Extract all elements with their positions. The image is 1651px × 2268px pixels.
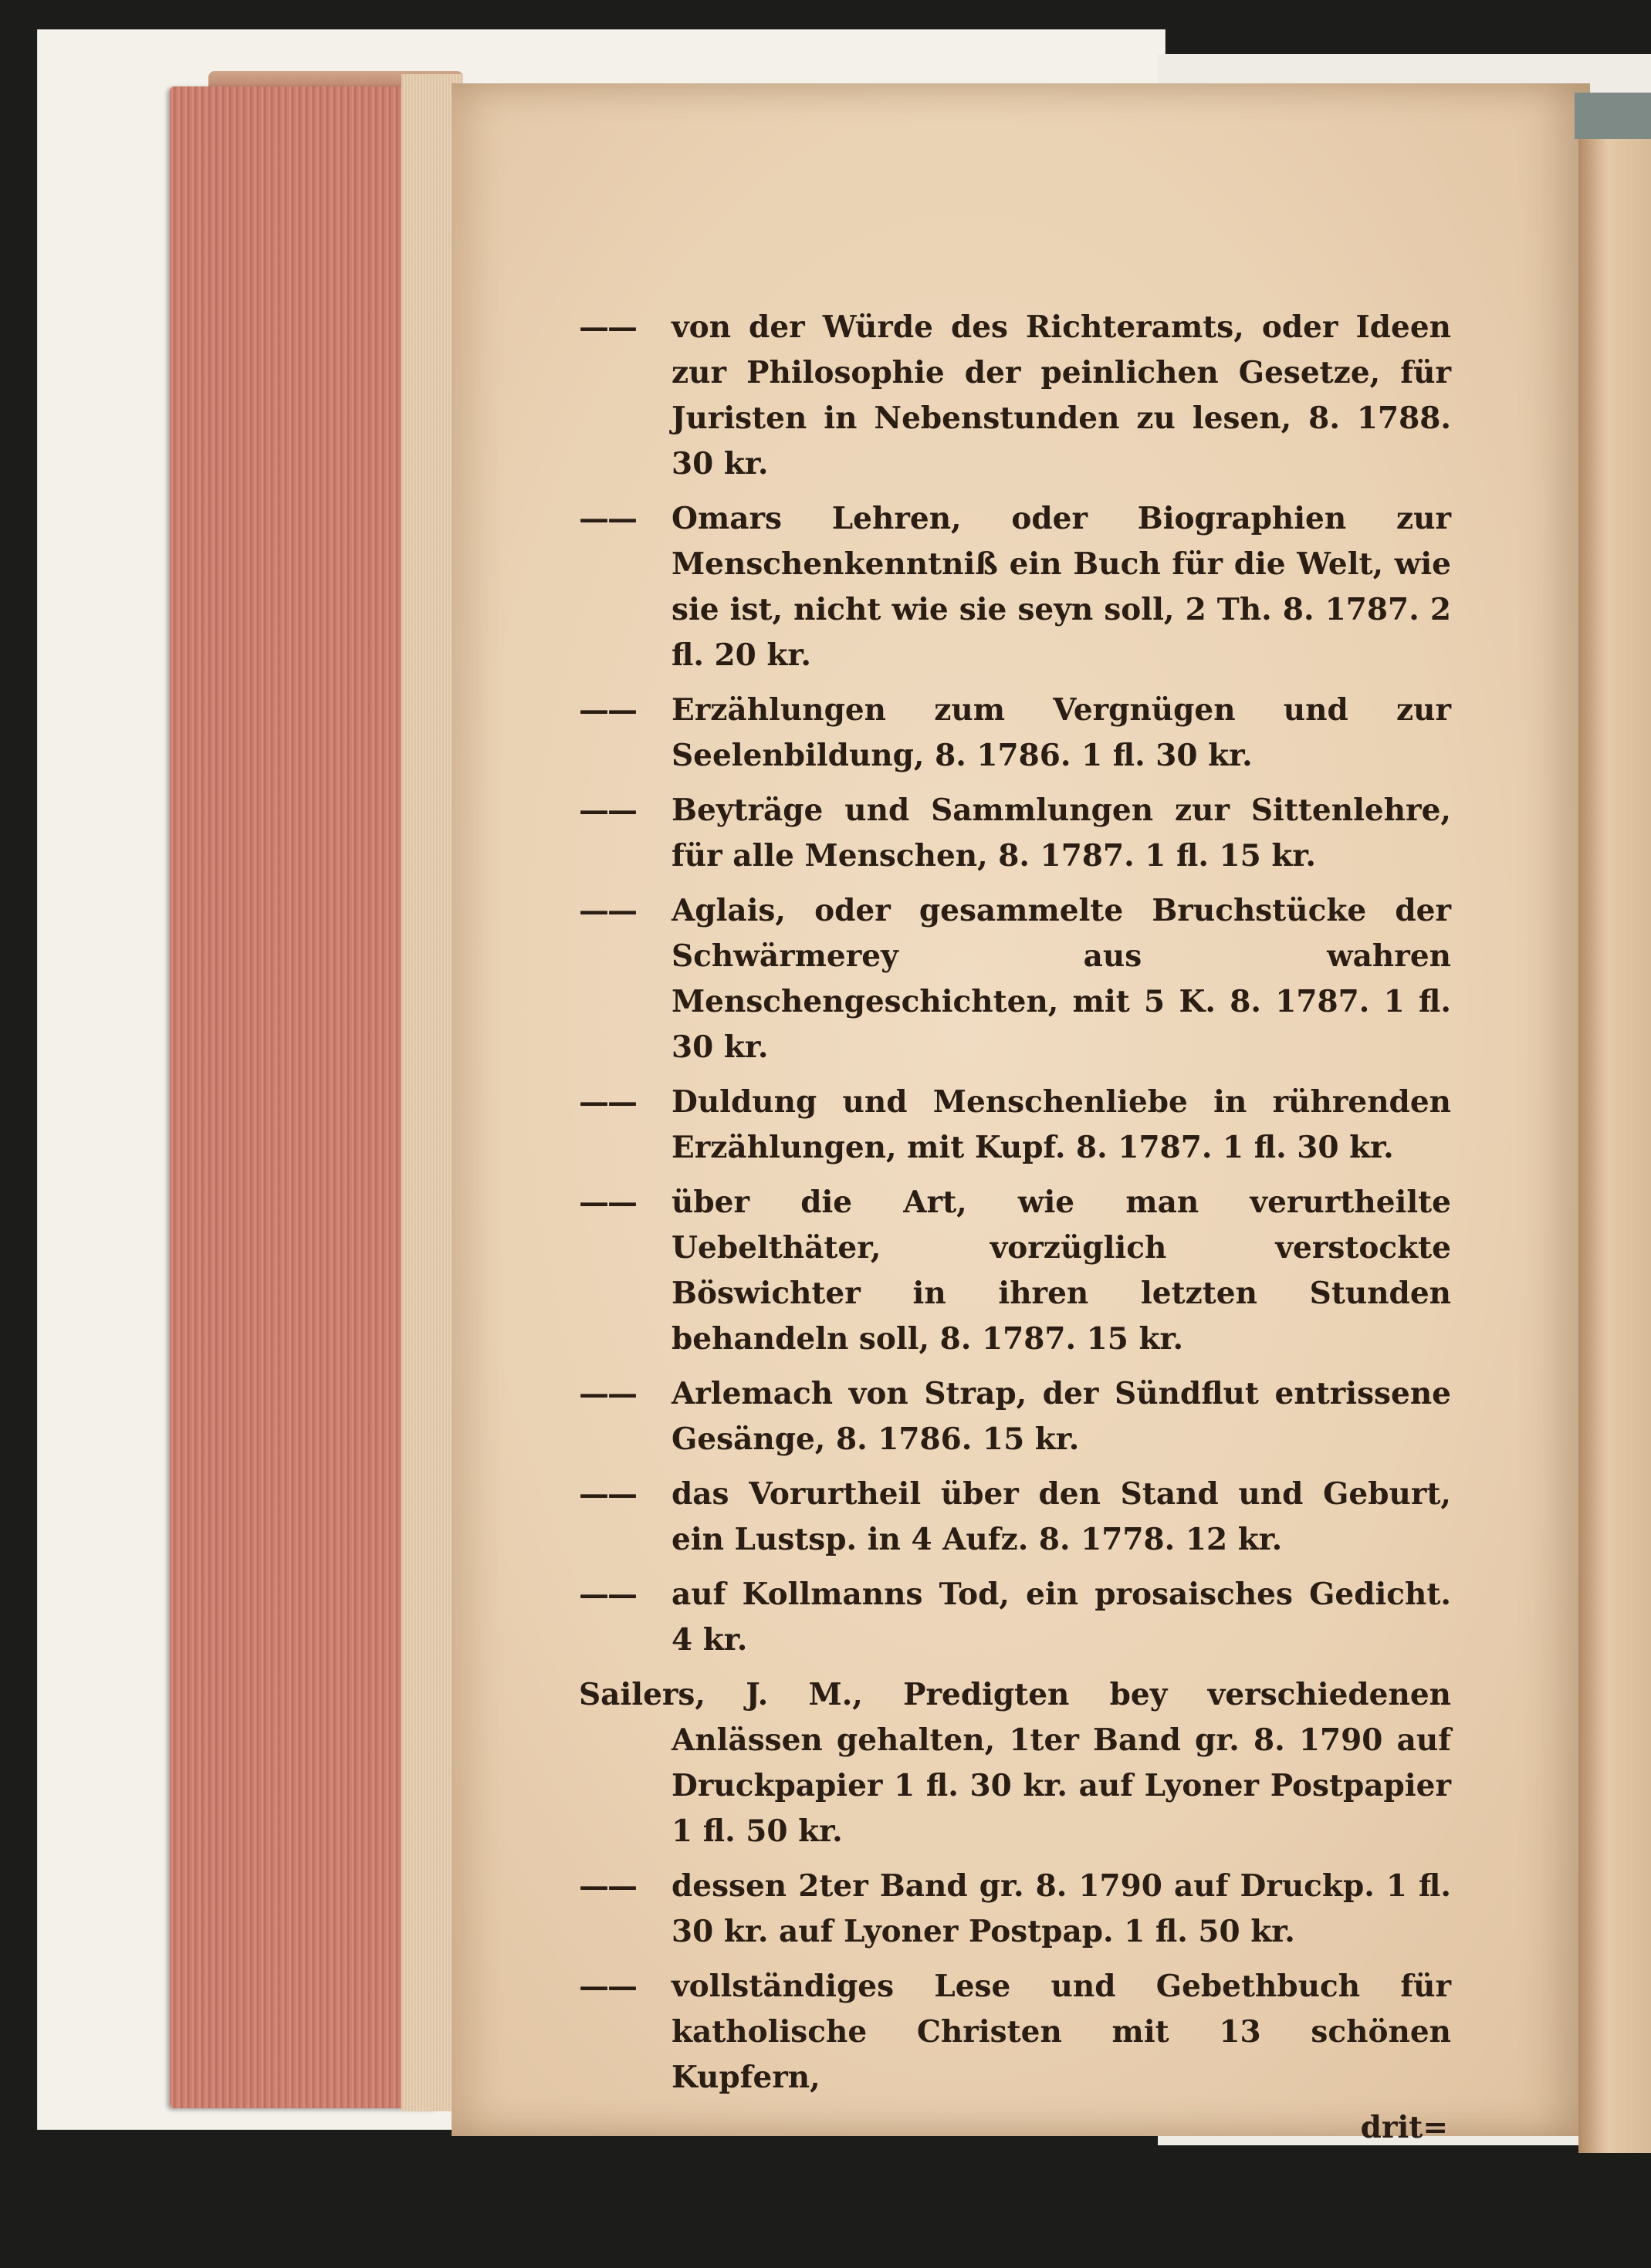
entry-text: Beyträge und Sammlungen zur Sittenlehre, für alle Menschen, 8. 1787. 1 fl. 15 kr. (672, 793, 1451, 874)
list-item (579, 788, 1451, 879)
main-entry: Sailers, J. M., Predigten bey verschiedenen Anlässen gehalten, 1ter Band gr. 8. 1790 auf Druckpapier 1 fl. 30 kr. auf Lyoner Postpapier 1 fl. 50 kr. (579, 1677, 1451, 1849)
list-item (579, 305, 1451, 487)
entry-text: dessen 2ter Band gr. 8. 1790 auf Druckp. 1 fl. 30 kr. auf Lyoner Postpap. 1 fl. 50 kr. (672, 1868, 1451, 1949)
list-item (579, 1472, 1451, 1563)
entry-text: das Vorurtheil über den Stand und Geburt, ein Lustsp. in 4 Aufz. 8. 1778. 12 kr. (672, 1476, 1451, 1557)
entry-text: vollständiges Lese und Gebethbuch für katholische Christen mit 13 schönen Kupfern, (672, 1969, 1451, 2095)
entry-dash: —— (579, 501, 636, 536)
entry-text: Erzählungen zum Vergnügen und zur Seelenbildung, 8. 1786. 1 fl. 30 kr. (672, 692, 1451, 773)
entry-dash: —— (579, 692, 636, 728)
catchword: drit= (1360, 2110, 1448, 2145)
page-text (579, 305, 1451, 2151)
spine-strip (1575, 93, 1651, 139)
list-item (579, 1180, 1451, 1362)
list-item (579, 1080, 1451, 1171)
list-item (579, 888, 1451, 1070)
entry-text: von der Würde des Richteramts, oder Ideen zur Philosophie der peinlichen Gesetze, für Juristen in Nebenstunden zu lesen, 8. 1788. 30 kr. (672, 309, 1451, 482)
list-item (579, 496, 1451, 678)
entry-dash: —— (579, 1185, 636, 1220)
book-gutter (1578, 116, 1651, 2153)
entry-dash: —— (579, 1376, 636, 1411)
list-item (579, 1864, 1451, 1955)
entry-text: über die Art, wie man verurtheilte Uebelthäter, vorzüglich verstockte Böswichter in ihren letzten Stunden behandeln soll, 8. 1787. 15 kr. (672, 1185, 1451, 1357)
entry-text: Duldung und Menschenliebe in rührenden Erzählungen, mit Kupf. 8. 1787. 1 fl. 30 kr. (672, 1084, 1451, 1165)
entry-dash: —— (579, 1868, 636, 1904)
list-item (579, 688, 1451, 779)
list-item (579, 1371, 1451, 1462)
entry-text: auf Kollmanns Tod, ein prosaisches Gedicht. 4 kr. (672, 1577, 1451, 1658)
entry-dash: —— (579, 309, 636, 345)
list-item (579, 1964, 1451, 2101)
entry-text: Aglais, oder gesammelte Bruchstücke der Schwärmerey aus wahren Menschengeschichten, mit 5 K. 8. 1787. 1 fl. 30 kr. (672, 893, 1451, 1065)
entry-dash: —— (579, 1476, 636, 1512)
entry-text: Omars Lehren, oder Biographien zur Menschenkenntniß ein Buch für die Welt, wie sie ist, nicht wie sie seyn soll, 2 Th. 8. 1787. 2 fl. 20 kr. (672, 501, 1451, 673)
entry-dash: —— (579, 1577, 636, 1612)
entry-text: Arlemach von Strap, der Sündflut entrissene Gesänge, 8. 1786. 15 kr. (672, 1376, 1451, 1457)
entry-dash: —— (579, 793, 636, 828)
list-item (579, 1572, 1451, 1663)
entry-dash: —— (579, 1969, 636, 2004)
entry-dash: —— (579, 893, 636, 928)
entry-dash: —— (579, 1084, 636, 1120)
book-fore-edge (170, 86, 436, 2108)
